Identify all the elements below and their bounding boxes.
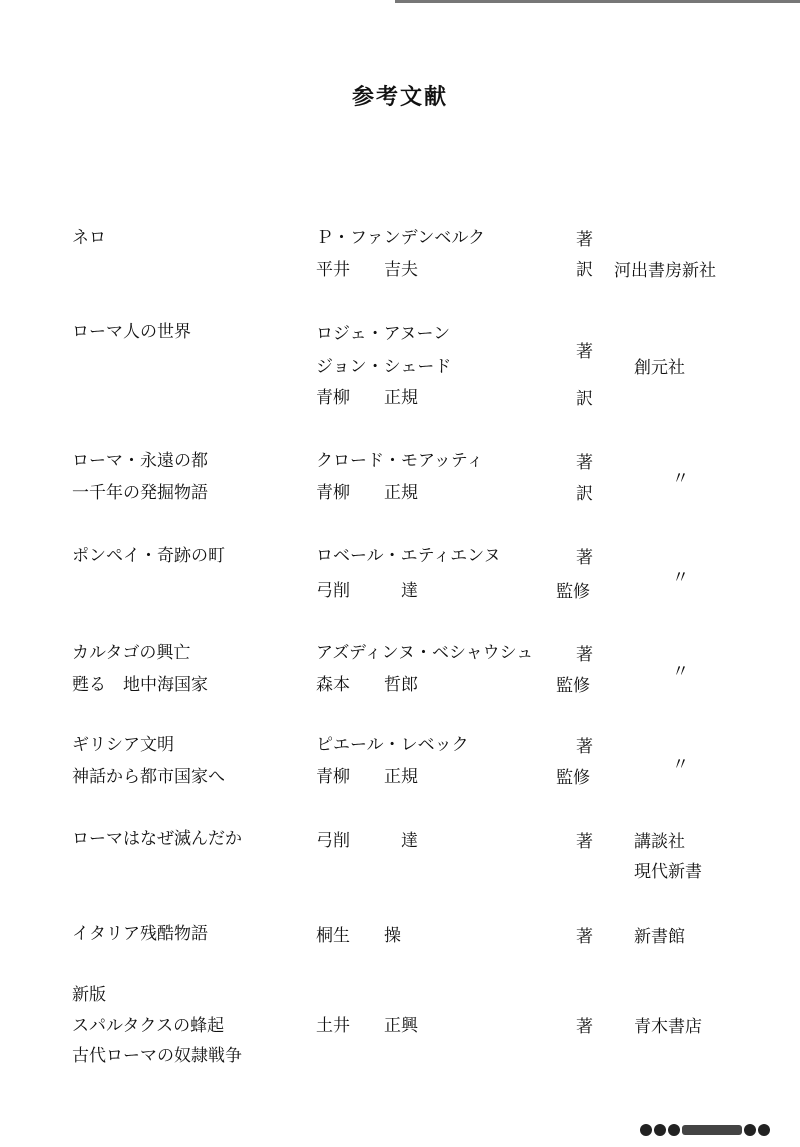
role-label: 著 — [576, 230, 593, 250]
book-title: カルタゴの興亡 — [72, 643, 191, 663]
role-label: 訳 — [576, 260, 593, 280]
role-label: 著 — [576, 453, 593, 473]
publisher: 青木書店 — [634, 1017, 702, 1037]
book-title: スパルタクスの蜂起 — [72, 1016, 225, 1036]
translator-name: 青柳 正規 — [316, 388, 418, 408]
ditto-mark: 〃 — [672, 662, 689, 682]
role-label: 監修 — [556, 582, 590, 602]
role-label: 著 — [576, 645, 593, 665]
author-name: 土井 正興 — [316, 1016, 418, 1036]
author-name: ロベール・エティエンヌ — [316, 546, 501, 566]
author-name: ピエール・レベック — [316, 735, 469, 755]
role-label: 著 — [576, 927, 593, 947]
watermark-dot-icon — [654, 1124, 666, 1136]
book-title: ローマ人の世界 — [72, 322, 191, 342]
watermark-dot-icon — [668, 1124, 680, 1136]
publisher: 河出書房新社 — [614, 261, 716, 281]
role-label: 監修 — [556, 768, 590, 788]
publisher: 創元社 — [634, 358, 685, 378]
watermark-dot-icon — [744, 1124, 756, 1136]
translator-name: 青柳 正規 — [316, 767, 418, 787]
book-subtitle: 甦る 地中海国家 — [72, 675, 208, 695]
role-label: 著 — [576, 342, 593, 362]
role-label: 著 — [576, 1017, 593, 1037]
watermark-bar — [682, 1125, 742, 1135]
role-label: 監修 — [556, 676, 590, 696]
translator-name: 平井 吉夫 — [316, 260, 418, 280]
edition-label: 新版 — [72, 985, 106, 1005]
author-name: 弓削 達 — [316, 831, 418, 851]
role-label: 訳 — [576, 484, 593, 504]
author-name: 桐生 操 — [316, 926, 401, 946]
ditto-mark: 〃 — [672, 755, 689, 775]
author-name: クロード・モアッティ — [316, 451, 484, 471]
book-subtitle: 一千年の発掘物語 — [72, 483, 208, 503]
ditto-mark: 〃 — [672, 568, 689, 588]
top-border-line — [395, 0, 800, 3]
page-title: 参考文献 — [351, 84, 448, 110]
book-title: ローマはなぜ滅んだか — [72, 829, 242, 849]
author-name: ジョン・シェード — [316, 357, 452, 377]
supervisor-name: 弓削 達 — [316, 581, 418, 601]
publisher: 新書館 — [634, 927, 685, 947]
author-name: アズディンヌ・ベシャウシュ — [316, 643, 534, 663]
book-title: ローマ・永遠の都 — [72, 451, 208, 471]
book-title: ギリシア文明 — [72, 735, 174, 755]
author-name: Ｐ・ファンデンベルク — [316, 228, 485, 248]
role-label: 著 — [576, 832, 593, 852]
watermark-dot-icon — [640, 1124, 652, 1136]
author-name: ロジェ・アヌーン — [316, 324, 451, 344]
book-subtitle: 古代ローマの奴隷戦争 — [72, 1046, 242, 1066]
translator-name: 青柳 正規 — [316, 483, 418, 503]
watermark-dot-icon — [758, 1124, 770, 1136]
book-title: ネロ — [72, 228, 106, 248]
role-label: 訳 — [576, 389, 593, 409]
role-label: 著 — [576, 548, 593, 568]
ditto-mark: 〃 — [672, 469, 689, 489]
role-label: 著 — [576, 737, 593, 757]
publisher-series: 現代新書 — [634, 862, 702, 882]
book-title: ポンペイ・奇跡の町 — [72, 546, 225, 566]
book-subtitle: 神話から都市国家へ — [72, 767, 225, 787]
supervisor-name: 森本 哲郎 — [316, 675, 418, 695]
book-title: イタリア残酷物語 — [72, 924, 208, 944]
watermark-logo — [640, 1122, 785, 1138]
publisher: 講談社 — [634, 832, 685, 852]
